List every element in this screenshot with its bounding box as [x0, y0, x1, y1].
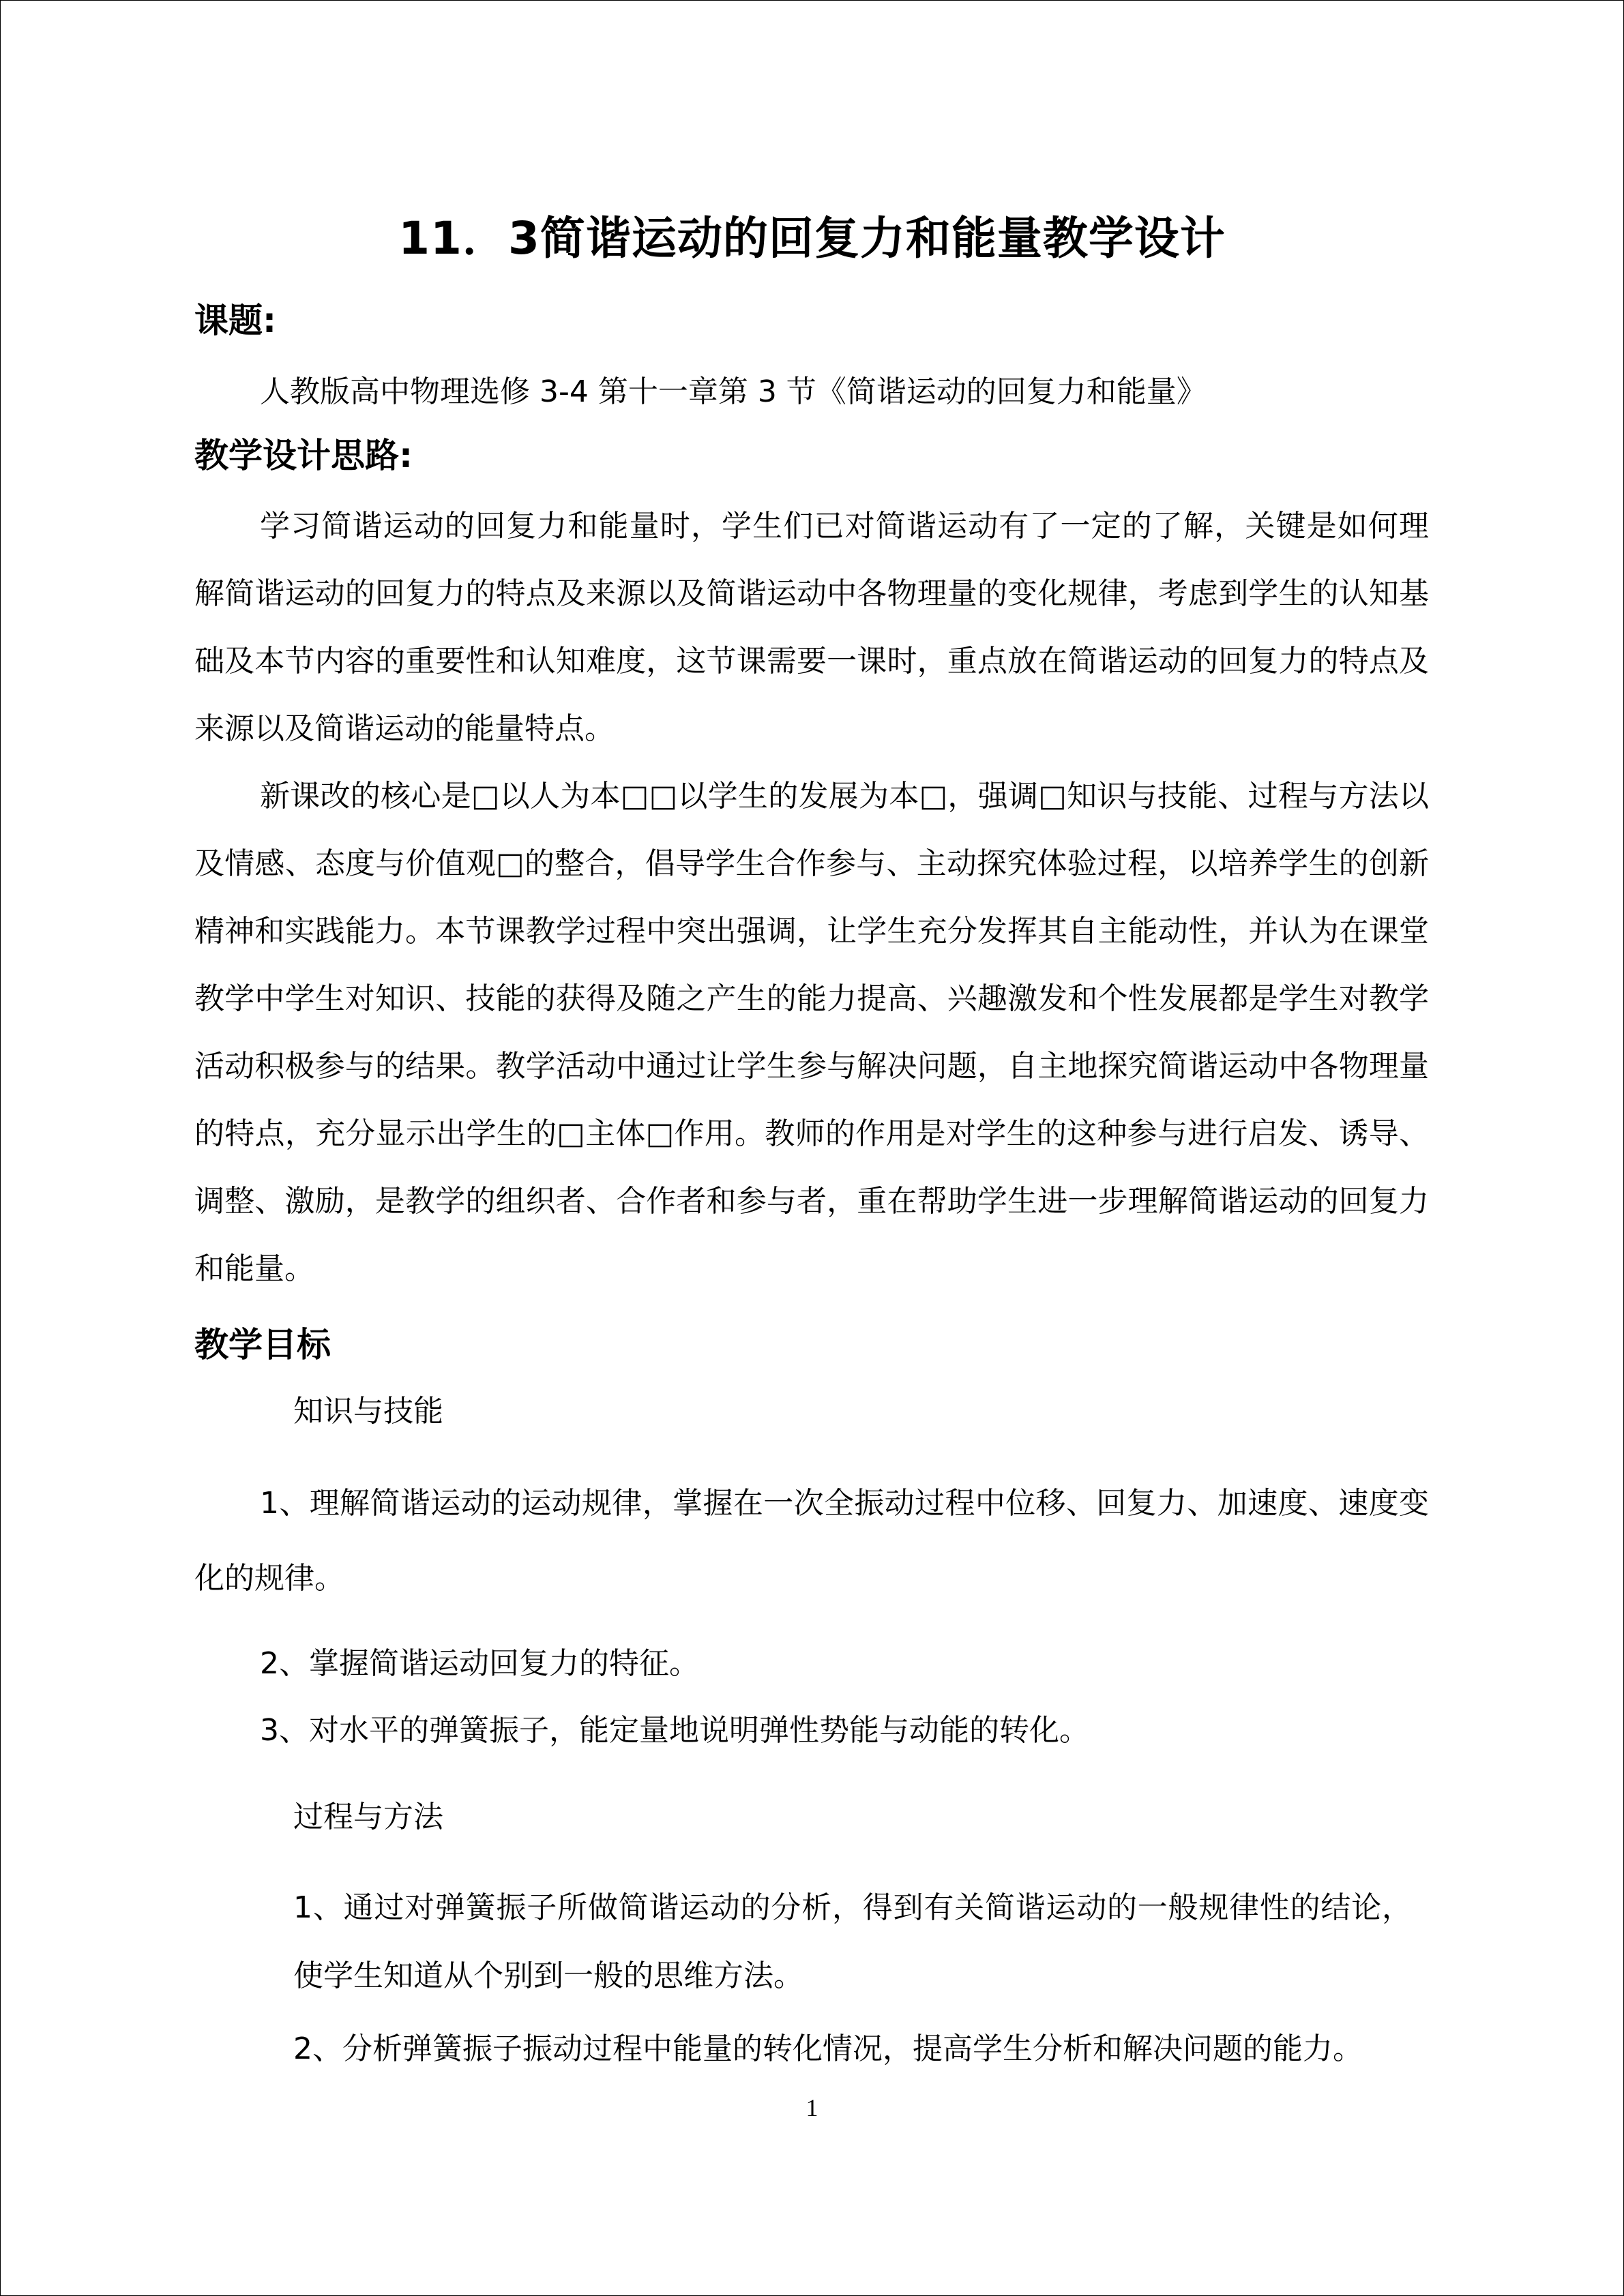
goals-heading: 教学目标: [194, 1325, 331, 1365]
knowledge-item-2: 2、掌握简谐运动回复力的特征。: [260, 1646, 699, 1681]
topic-text: 人教版高中物理选修 3-4 第十一章第 3 节《简谐运动的回复力和能量》: [260, 374, 1207, 409]
process-heading: 过程与方法: [293, 1800, 443, 1834]
knowledge-heading: 知识与技能: [293, 1394, 443, 1429]
topic-heading: 课题:: [194, 301, 276, 340]
design-section: [194, 492, 1429, 1302]
design-paragraph-1: 学习简谐运动的回复力和能量时，学生们已对简谐运动有了一定的了解，关键是如何理解简谐运动的回复力的特点及来源以及简谐运动中各物理量的变化规律，考虑到学生的认知基础及本节内容的重要性和认知难度，这节课需要一课时，重点放在简谐运动的回复力的特点及来源以及简谐运动的能量特点。: [194, 509, 1429, 746]
page-number: 1: [806, 2094, 818, 2121]
knowledge-item-3: 3、对水平的弹簧振子，能定量地说明弹性势能与动能的转化。: [260, 1713, 1089, 1748]
process-item-1: 1、通过对弹簧振子所做简谐运动的分析，得到有关简谐运动的一般规律性的结论，使学生知道从个别到一般的思维方法。: [293, 1890, 1412, 1993]
process-item-2: 2、分析弹簧振子振动过程中能量的转化情况，提高学生分析和解决问题的能力。: [293, 2031, 1363, 2066]
page-title: 11．3简谐运动的回复力和能量教学设计: [398, 212, 1226, 265]
design-paragraph-2: 新课改的核心是□以人为本□□以学生的发展为本□，强调□知识与技能、过程与方法以及情感、态度与价值观□的整合，倡导学生合作参与、主动探究体验过程，以培养学生的创新精神和实践能力。本节课教学过程中突出强调，让学生充分发挥其自主能动性，并认为在课堂教学中学生对知识、技能的获得及随之产生的能力提高、兴趣激发和个性发展都是学生对教学活动积极参与的结果。教学活动中通过让学生参与解决问题，自主地探究简谐运动中各物理量的特点，充分显示出学生的□主体□作用。教师的作用是对学生的这种参与进行启发、诱导、调整、激励，是教学的组织者、合作者和参与者，重在帮助学生进一步理解简谐运动的回复力和能量。: [194, 779, 1429, 1286]
design-heading: 教学设计思路:: [194, 436, 413, 475]
knowledge-item-1: 1、理解简谐运动的运动规律，掌握在一次全振动过程中位移、回复力、加速度、速度变化的规律。: [194, 1486, 1429, 1596]
